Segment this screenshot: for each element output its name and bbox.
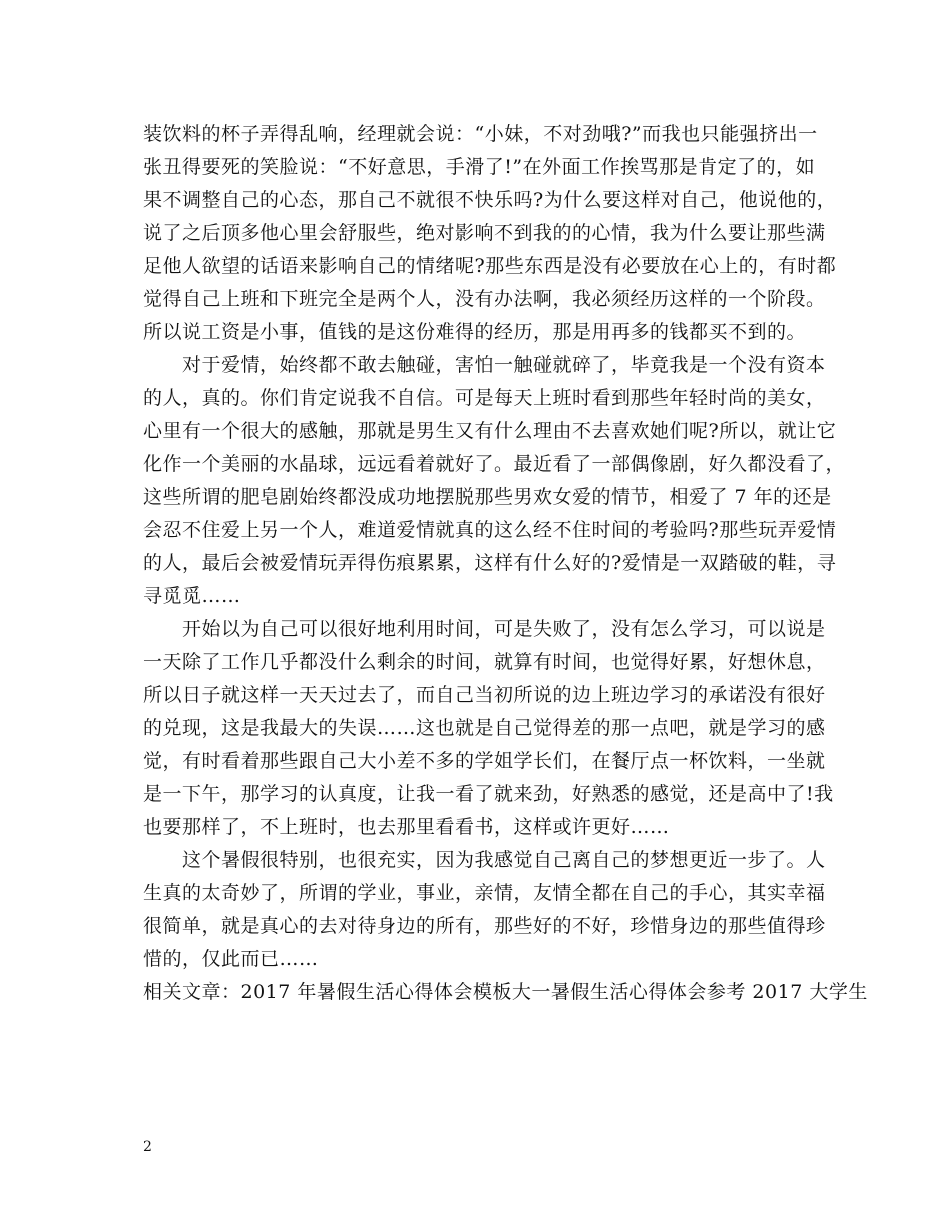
text-line: 张丑得要死的笑脸说：“不好意思，手滑了!”在外面工作挨骂那是肯定了的，如 — [143, 156, 816, 178]
text-line: 生真的太奇妙了，所谓的学业，事业，亲情，友情全都在自己的手心，其实幸福 — [143, 882, 826, 904]
text-line: 开始以为自己可以很好地利用时间，可是失败了，没有怎么学习，可以说是 — [143, 618, 826, 640]
text-line: 这些所谓的肥皂剧始终都没成功地摆脱那些男欢女爱的情节，相爱了 7 年的还是 — [143, 486, 832, 508]
text-line: 心里有一个很大的感触，那就是男生又有什么理由不去喜欢她们呢?所以，就让它 — [143, 420, 837, 442]
related-articles-line: 相关文章：2017 年暑假生活心得体会模板大一暑假生活心得体会参考 2017 大学生 — [143, 981, 868, 1003]
text-line: 化作一个美丽的水晶球，远远看着就好了。最近看了一部偶像剧，好久都没看了， — [143, 453, 846, 475]
text-line: 说了之后顶多他心里会舒服些，绝对影响不到我的的心情，我为什么要让那些满 — [143, 222, 826, 244]
text-line: 也要那样了，不上班时，也去那里看看书，这样或许更好…… — [143, 816, 670, 838]
text-line: 所以说工资是小事，值钱的是这份难得的经历，那是用再多的钱都买不到的。 — [143, 321, 807, 343]
text-line: 的兑现，这是我最大的失误……这也就是自己觉得差的那一点吧，就是学习的感 — [143, 717, 826, 739]
text-line: 觉，有时看着那些跟自己大小差不多的学姐学长们，在餐厅点一杯饮料，一坐就 — [143, 750, 826, 772]
text-line: 寻觅觅…… — [143, 585, 241, 607]
text-line: 是一下午，那学习的认真度，让我一看了就来劲，好熟悉的感觉，还是高中了!我 — [143, 783, 834, 805]
text-line: 足他人欲望的话语来影响自己的情绪呢?那些东西是没有必要放在心上的，有时都 — [143, 255, 837, 277]
text-line: 装饮料的杯子弄得乱响，经理就会说：“小妹，不对劲哦?”而我也只能强挤出一 — [143, 123, 818, 145]
text-line: 觉得自己上班和下班完全是两个人，没有办法啊，我必须经历这样的一个阶段。 — [143, 288, 826, 310]
text-line: 的人，最后会被爱情玩弄得伤痕累累，这样有什么好的?爱情是一双踏破的鞋，寻 — [143, 552, 837, 574]
text-line: 对于爱情，始终都不敢去触碰，害怕一触碰就碎了，毕竟我是一个没有资本 — [143, 354, 826, 376]
text-line: 这个暑假很特别，也很充实，因为我感觉自己离自己的梦想更近一步了。人 — [143, 849, 826, 871]
text-line: 所以日子就这样一天天过去了，而自己当初所说的边上班边学习的承诺没有很好 — [143, 684, 826, 706]
page-number: 2 — [143, 1139, 152, 1155]
text-line: 很简单，就是真心的去对待身边的所有，那些好的不好，珍惜身边的那些值得珍 — [143, 915, 826, 937]
text-line: 惜的，仅此而已…… — [143, 948, 319, 970]
text-line: 的人，真的。你们肯定说我不自信。可是每天上班时看到那些年轻时尚的美女， — [143, 387, 826, 409]
text-line: 一天除了工作几乎都没什么剩余的时间，就算有时间，也觉得好累，好想休息， — [143, 651, 826, 673]
text-line: 果不调整自己的心态，那自己不就很不快乐吗?为什么要这样对自己，他说他的， — [143, 189, 837, 211]
text-line: 会忍不住爱上另一个人，难道爱情就真的这么经不住时间的考验吗?那些玩弄爱情 — [143, 519, 837, 541]
